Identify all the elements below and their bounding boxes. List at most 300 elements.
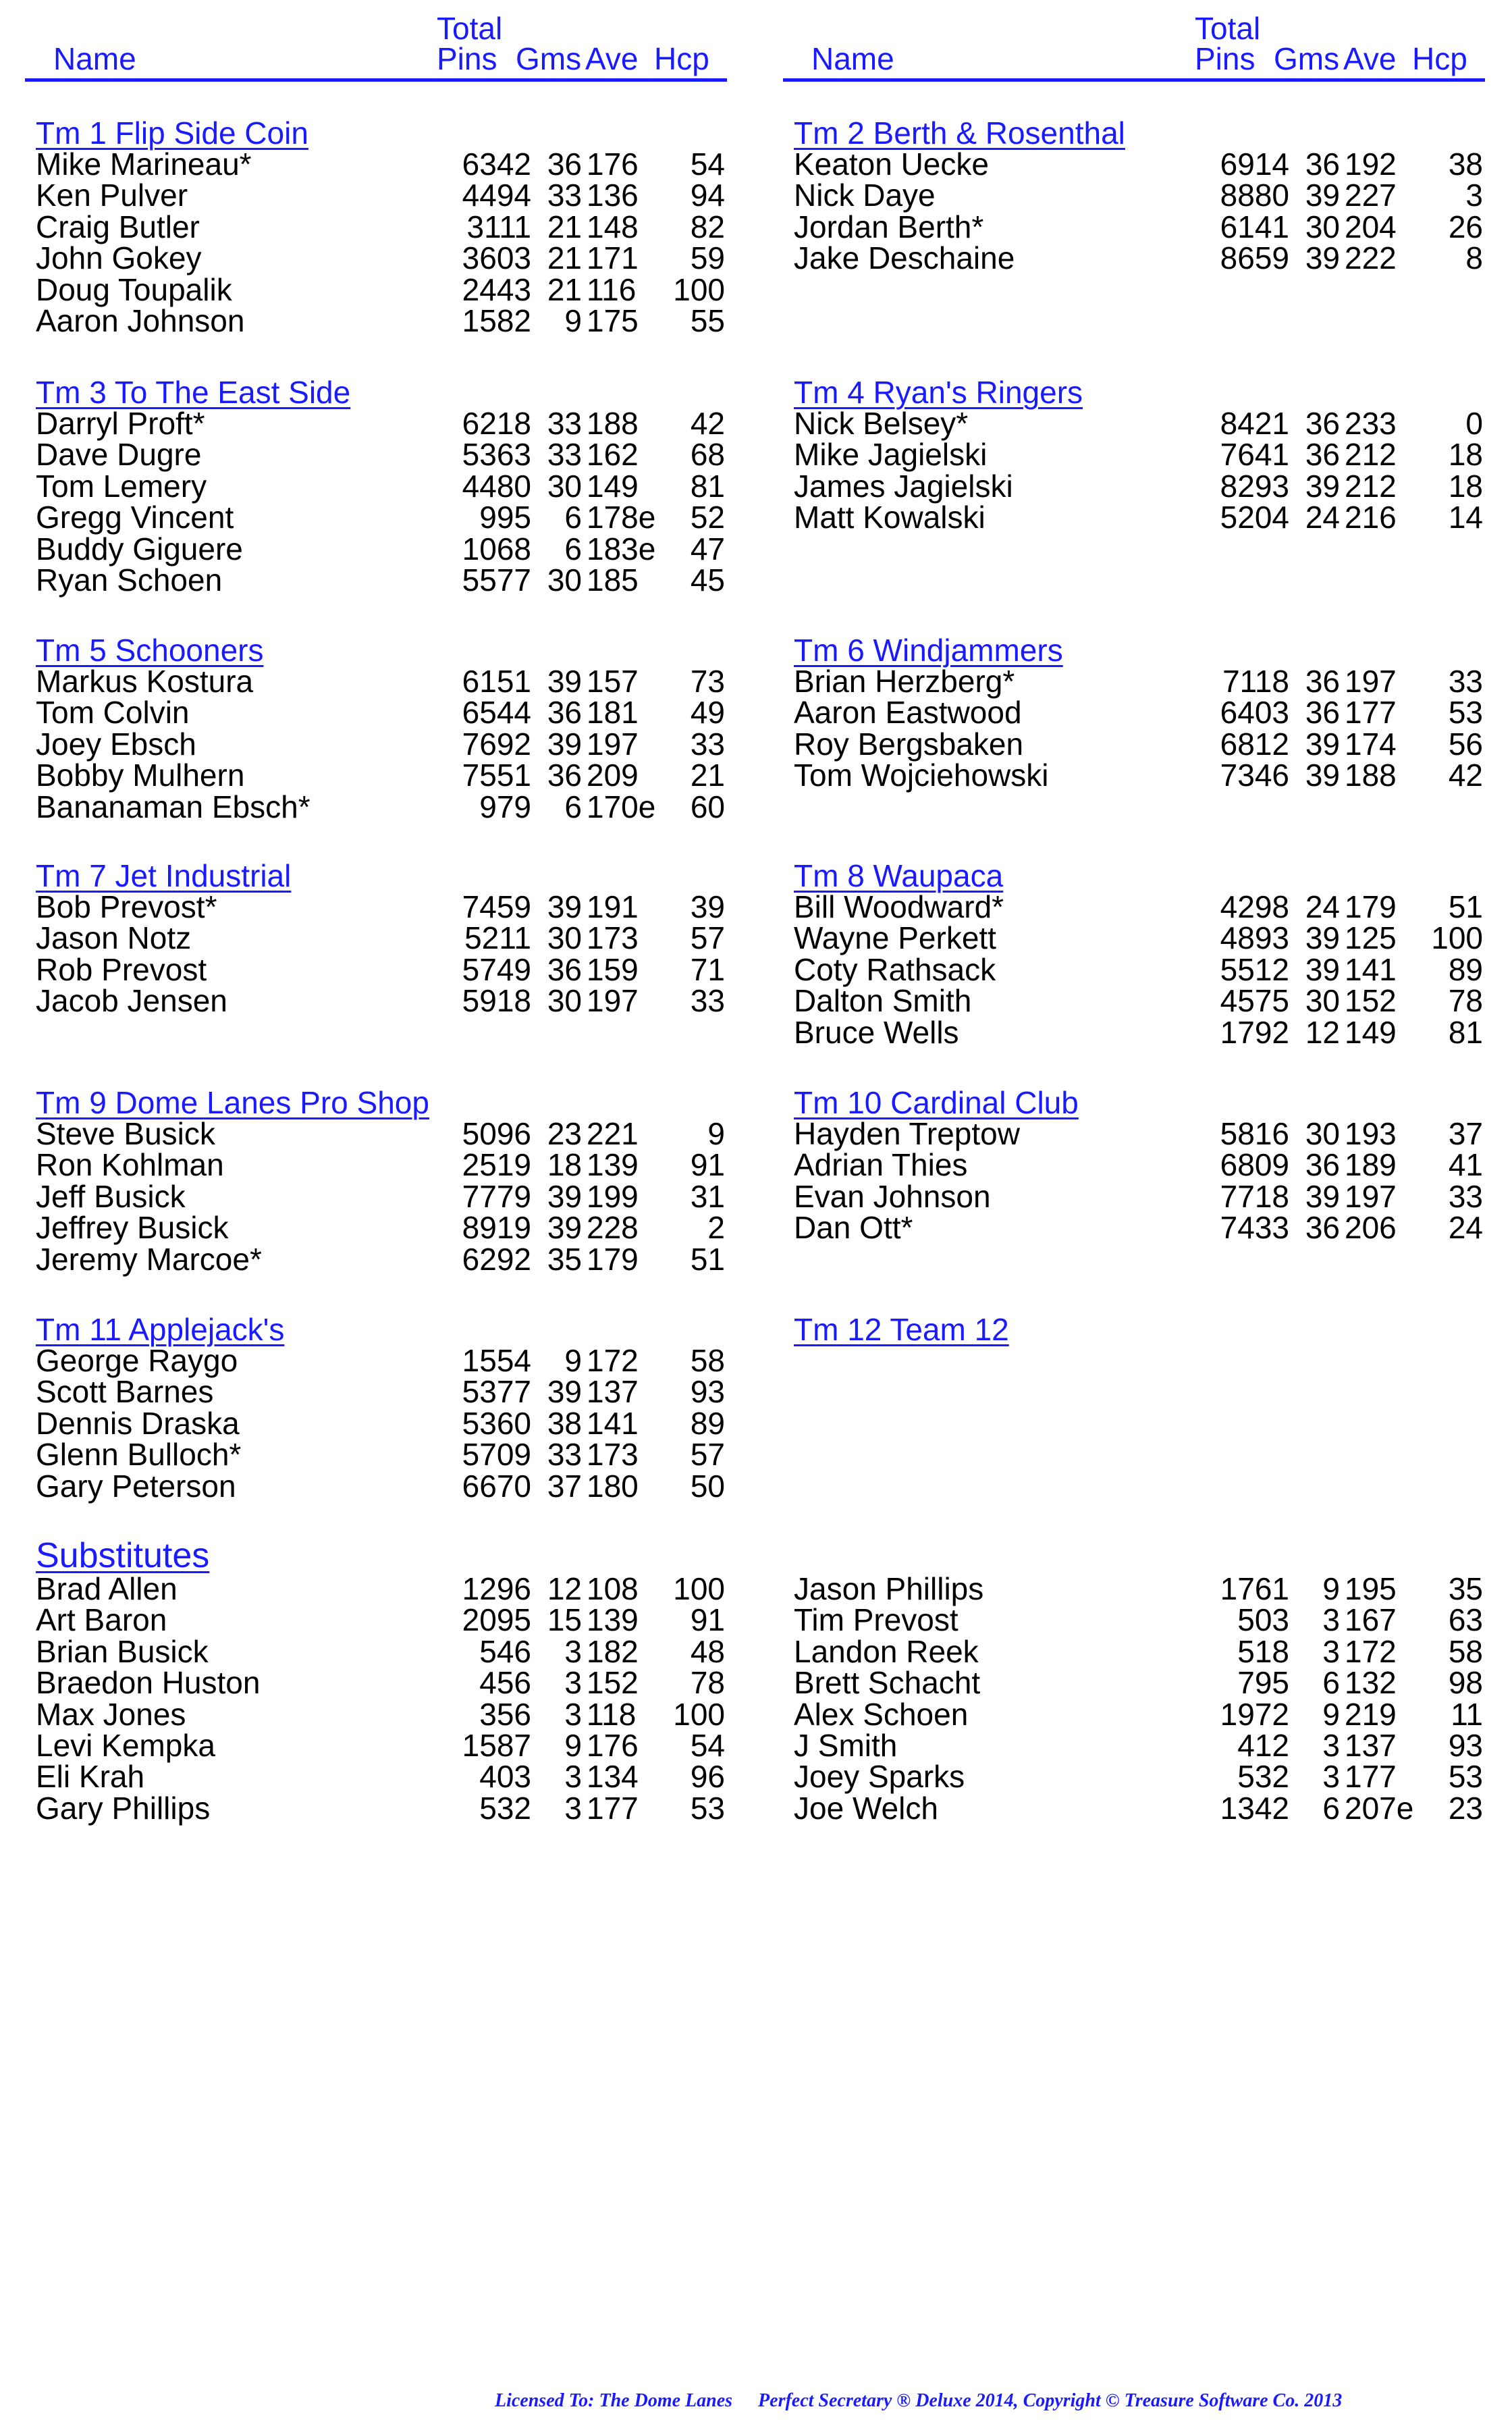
player-handicap: 78 xyxy=(1448,983,1483,1019)
player-handicap: 60 xyxy=(690,789,725,824)
player-handicap: 2 xyxy=(707,1210,725,1246)
player-average: 159 xyxy=(587,951,639,987)
team-title[interactable]: Tm 9 Dome Lanes Pro Shop xyxy=(36,1085,429,1120)
player-name: Ron Kohlman xyxy=(36,1147,224,1183)
player-games: 30 xyxy=(1305,983,1340,1019)
player-average: 180 xyxy=(587,1468,639,1504)
player-name: Markus Kostura xyxy=(36,664,254,699)
player-row xyxy=(25,1437,727,1473)
player-average: 171 xyxy=(587,240,639,276)
substitutes-title[interactable]: Substitutes xyxy=(36,1536,210,1575)
player-pins: 7718 xyxy=(1220,1178,1289,1214)
player-row xyxy=(25,149,727,180)
player-games: 39 xyxy=(1305,951,1340,987)
player-games: 23 xyxy=(547,1116,582,1151)
player-rows xyxy=(783,149,1485,274)
player-average: 188 xyxy=(587,406,639,441)
player-games: 33 xyxy=(547,406,582,441)
player-row xyxy=(25,180,727,211)
player-pins: 3111 xyxy=(466,209,531,244)
player-handicap: 42 xyxy=(690,406,725,441)
player-pins: 4893 xyxy=(1220,920,1289,956)
player-name: Craig Butler xyxy=(36,209,200,244)
player-name: Roy Bergsbaken xyxy=(794,726,1024,762)
team-title[interactable]: Tm 3 To The East Side xyxy=(36,375,351,410)
player-name: Bananaman Ebsch* xyxy=(36,789,310,824)
player-games: 36 xyxy=(547,758,582,793)
player-row xyxy=(25,271,727,307)
player-row xyxy=(25,1178,727,1214)
team-title[interactable]: Tm 1 Flip Side Coin xyxy=(36,115,308,151)
player-row xyxy=(783,1790,1485,1826)
player-average: 167 xyxy=(1345,1602,1397,1638)
player-name: Joey Sparks xyxy=(794,1759,965,1795)
team-title[interactable]: Tm 7 Jet Industrial xyxy=(36,858,292,893)
player-row xyxy=(25,695,727,731)
player-row xyxy=(783,1665,1485,1701)
player-games: 39 xyxy=(547,664,582,699)
player-games: 3 xyxy=(564,1790,582,1826)
player-pins: 995 xyxy=(479,500,531,535)
player-games: 9 xyxy=(1322,1696,1340,1732)
player-average: 173 xyxy=(587,920,639,956)
player-handicap: 47 xyxy=(690,531,725,566)
player-name: Evan Johnson xyxy=(794,1178,991,1214)
player-games: 30 xyxy=(547,562,582,598)
player-name: Buddy Giguere xyxy=(36,531,243,566)
player-average: 137 xyxy=(587,1374,639,1410)
player-games: 39 xyxy=(1305,1178,1340,1214)
player-handicap: 9 xyxy=(707,1116,725,1151)
player-handicap: 58 xyxy=(690,1343,725,1378)
player-row xyxy=(25,920,727,956)
player-average: 157 xyxy=(587,664,639,699)
player-average: 188 xyxy=(1345,758,1397,793)
player-pins: 5577 xyxy=(462,562,531,598)
player-name: Darryl Proft* xyxy=(36,406,205,441)
player-pins: 5096 xyxy=(462,1116,531,1151)
player-average: 212 xyxy=(1345,437,1397,473)
player-name: Joey Ebsch xyxy=(36,726,196,762)
player-row xyxy=(783,695,1485,731)
player-average: 177 xyxy=(587,1790,639,1826)
player-pins: 1342 xyxy=(1220,1790,1289,1826)
player-games: 36 xyxy=(1305,695,1340,731)
player-handicap: 93 xyxy=(690,1374,725,1410)
column-header xyxy=(783,11,1485,81)
player-name: Jordan Berth* xyxy=(794,209,984,244)
player-handicap: 24 xyxy=(1448,1210,1483,1246)
player-handicap: 56 xyxy=(1448,726,1483,762)
player-pins: 518 xyxy=(1237,1633,1289,1669)
player-pins: 7641 xyxy=(1220,437,1289,473)
player-pins: 532 xyxy=(479,1790,531,1826)
player-pins: 2519 xyxy=(462,1147,531,1183)
hcp-header: Hcp xyxy=(1412,41,1467,76)
player-games: 21 xyxy=(547,240,582,276)
player-handicap: 33 xyxy=(690,726,725,762)
player-name: Rob Prevost xyxy=(36,951,207,987)
player-pins: 4298 xyxy=(1220,889,1289,924)
player-handicap: 53 xyxy=(1448,1759,1483,1795)
player-name: Dave Dugre xyxy=(36,437,202,473)
player-row xyxy=(25,1573,727,1604)
player-games: 38 xyxy=(547,1405,582,1441)
team-title[interactable]: Tm 2 Berth & Rosenthal xyxy=(794,115,1125,151)
player-row xyxy=(783,1633,1485,1669)
player-row xyxy=(783,408,1485,439)
player-pins: 1972 xyxy=(1220,1696,1289,1732)
player-average: 162 xyxy=(587,437,639,473)
player-pins: 5918 xyxy=(462,983,531,1019)
player-row xyxy=(25,1602,727,1638)
player-name: Dalton Smith xyxy=(794,983,972,1019)
player-name: Scott Barnes xyxy=(36,1374,214,1410)
copyright-text: Perfect Secretary ® Deluxe 2014, Copyright © Treasure Software Co. 2013 xyxy=(758,2390,1343,2411)
player-name: Jake Deschaine xyxy=(794,240,1015,276)
player-games: 9 xyxy=(564,1727,582,1763)
player-pins: 4480 xyxy=(462,468,531,504)
player-name: Levi Kempka xyxy=(36,1727,215,1763)
player-row xyxy=(783,180,1485,211)
player-handicap: 49 xyxy=(690,695,725,731)
player-name: Joe Welch xyxy=(794,1790,938,1826)
player-games: 3 xyxy=(1322,1727,1340,1763)
player-games: 39 xyxy=(547,1210,582,1246)
player-games: 6 xyxy=(564,531,582,566)
player-name: Eli Krah xyxy=(36,1759,145,1795)
player-average: 222 xyxy=(1345,240,1397,276)
player-average: 175 xyxy=(587,302,639,338)
player-handicap: 26 xyxy=(1448,209,1483,244)
player-pins: 546 xyxy=(479,1633,531,1669)
player-handicap: 93 xyxy=(1448,1727,1483,1763)
player-games: 33 xyxy=(547,437,582,473)
player-handicap: 48 xyxy=(690,1633,725,1669)
left-column xyxy=(25,11,727,1826)
column-header xyxy=(25,11,727,81)
player-games: 3 xyxy=(564,1665,582,1701)
player-row xyxy=(783,1696,1485,1732)
player-name: Bob Prevost* xyxy=(36,889,217,924)
player-average: 191 xyxy=(587,889,639,924)
player-pins: 5816 xyxy=(1220,1116,1289,1151)
player-games: 33 xyxy=(547,178,582,213)
team-title[interactable]: Tm 6 Windjammers xyxy=(794,633,1063,668)
player-pins: 6342 xyxy=(462,147,531,182)
player-average: 136 xyxy=(587,178,639,213)
player-games: 21 xyxy=(547,209,582,244)
player-games: 9 xyxy=(564,302,582,338)
player-name: Dan Ott* xyxy=(794,1210,913,1246)
player-handicap: 39 xyxy=(690,889,725,924)
player-average: 233 xyxy=(1345,406,1397,441)
player-games: 36 xyxy=(547,951,582,987)
player-average: 193 xyxy=(1345,1116,1397,1151)
player-name: Nick Belsey* xyxy=(794,406,969,441)
player-row xyxy=(783,211,1485,242)
player-handicap: 81 xyxy=(1448,1014,1483,1050)
player-pins: 6292 xyxy=(462,1241,531,1277)
player-pins: 456 xyxy=(479,1665,531,1701)
player-handicap: 94 xyxy=(690,178,725,213)
player-pins: 7433 xyxy=(1220,1210,1289,1246)
player-average: 141 xyxy=(587,1405,639,1441)
player-name: Gregg Vincent xyxy=(36,500,234,535)
player-handicap: 57 xyxy=(690,920,725,956)
player-row xyxy=(25,468,727,504)
player-handicap: 54 xyxy=(690,147,725,182)
team-title[interactable]: Tm 4 Ryan's Ringers xyxy=(794,375,1083,410)
player-average: 152 xyxy=(1345,983,1397,1019)
player-row xyxy=(25,1468,727,1504)
player-average: 182 xyxy=(587,1633,639,1669)
player-handicap: 18 xyxy=(1448,468,1483,504)
player-games: 3 xyxy=(564,1696,582,1732)
player-name: Jason Phillips xyxy=(794,1571,984,1606)
header-rule xyxy=(783,78,1485,82)
player-row xyxy=(25,211,727,242)
team-title[interactable]: Tm 11 Applejack's xyxy=(36,1312,285,1347)
player-average: 132 xyxy=(1345,1665,1397,1701)
player-games: 30 xyxy=(1305,1116,1340,1151)
player-row xyxy=(25,951,727,987)
player-games: 3 xyxy=(564,1759,582,1795)
player-pins: 1068 xyxy=(462,531,531,566)
player-games: 18 xyxy=(547,1147,582,1183)
player-row xyxy=(783,1727,1485,1763)
player-name: Bill Woodward* xyxy=(794,889,1004,924)
player-games: 3 xyxy=(1322,1602,1340,1638)
player-average: 176 xyxy=(587,1727,639,1763)
player-average: 199 xyxy=(587,1178,639,1214)
player-row xyxy=(25,1241,727,1277)
player-name: Gary Phillips xyxy=(36,1790,211,1826)
player-row xyxy=(783,891,1485,922)
player-games: 6 xyxy=(1322,1665,1340,1701)
team-title[interactable]: Tm 12 Team 12 xyxy=(794,1312,1009,1347)
player-pins: 2443 xyxy=(462,271,531,307)
player-average: 179 xyxy=(587,1241,639,1277)
player-row xyxy=(25,1727,727,1763)
player-name: Glenn Bulloch* xyxy=(36,1437,242,1473)
player-rows xyxy=(783,408,1485,533)
player-pins: 6809 xyxy=(1220,1147,1289,1183)
name-header: Name xyxy=(811,41,894,76)
player-handicap: 37 xyxy=(1448,1116,1483,1151)
player-pins: 5360 xyxy=(462,1405,531,1441)
player-pins: 5363 xyxy=(462,437,531,473)
player-pins: 2095 xyxy=(462,1602,531,1638)
player-row xyxy=(25,564,727,596)
player-name: Adrian Thies xyxy=(794,1147,968,1183)
player-handicap: 11 xyxy=(1451,1696,1483,1732)
player-pins: 6151 xyxy=(462,664,531,699)
player-row xyxy=(783,502,1485,533)
player-average: 172 xyxy=(587,1343,639,1378)
player-row xyxy=(783,726,1485,762)
player-pins: 5204 xyxy=(1220,500,1289,535)
player-average: 227 xyxy=(1345,178,1397,213)
player-games: 3 xyxy=(564,1633,582,1669)
player-games: 30 xyxy=(547,983,582,1019)
player-games: 12 xyxy=(547,1571,582,1606)
player-rows xyxy=(25,891,727,1017)
player-row xyxy=(783,149,1485,180)
team-title[interactable]: Tm 5 Schooners xyxy=(36,633,264,668)
player-pins: 979 xyxy=(479,789,531,824)
player-name: Bobby Mulhern xyxy=(36,758,245,793)
player-name: Gary Peterson xyxy=(36,1468,236,1504)
player-pins: 1792 xyxy=(1220,1014,1289,1050)
player-games: 12 xyxy=(1305,1014,1340,1050)
player-rows xyxy=(25,666,727,822)
footer xyxy=(495,2390,1342,2412)
player-handicap: 53 xyxy=(1448,695,1483,731)
player-row xyxy=(25,408,727,439)
player-games: 21 xyxy=(547,271,582,307)
player-handicap: 14 xyxy=(1448,500,1483,535)
player-average: 183e xyxy=(587,531,656,566)
player-row xyxy=(25,1790,727,1826)
player-average: 228 xyxy=(587,1210,639,1246)
player-pins: 7779 xyxy=(462,1178,531,1214)
player-games: 9 xyxy=(1322,1571,1340,1606)
player-average: 197 xyxy=(587,983,639,1019)
player-row xyxy=(783,1118,1485,1149)
player-rows xyxy=(25,1345,727,1502)
player-average: 197 xyxy=(1345,1178,1397,1214)
player-games: 30 xyxy=(547,468,582,504)
name-header: Name xyxy=(53,41,136,76)
player-games: 39 xyxy=(1305,920,1340,956)
pins-header: Pins xyxy=(437,41,497,76)
player-handicap: 52 xyxy=(690,500,725,535)
player-average: 148 xyxy=(587,209,639,244)
player-name: Jacob Jensen xyxy=(36,983,227,1019)
player-name: Ryan Schoen xyxy=(36,562,223,598)
player-name: Mike Jagielski xyxy=(794,437,988,473)
player-row xyxy=(25,1759,727,1795)
player-average: 152 xyxy=(587,1665,639,1701)
player-row xyxy=(25,240,727,276)
player-games: 24 xyxy=(1305,889,1340,924)
player-pins: 8919 xyxy=(462,1210,531,1246)
player-average: 118 xyxy=(587,1696,637,1732)
player-average: 173 xyxy=(587,1437,639,1473)
player-row xyxy=(783,1178,1485,1214)
player-name: Jeff Busick xyxy=(36,1178,186,1214)
player-handicap: 42 xyxy=(1448,758,1483,793)
player-row xyxy=(25,791,727,822)
player-games: 39 xyxy=(1305,726,1340,762)
player-handicap: 68 xyxy=(690,437,725,473)
player-rows xyxy=(25,408,727,596)
player-row xyxy=(783,920,1485,956)
player-rows xyxy=(783,891,1485,1048)
header-rule xyxy=(25,78,727,82)
team-title[interactable]: Tm 8 Waupaca xyxy=(794,858,1004,893)
player-games: 36 xyxy=(1305,1210,1340,1246)
player-games: 36 xyxy=(1305,1147,1340,1183)
right-column xyxy=(783,11,1485,1826)
player-average: 149 xyxy=(587,468,639,504)
player-pins: 403 xyxy=(479,1759,531,1795)
gms-header: Gms xyxy=(516,41,582,76)
player-average: 177 xyxy=(1345,695,1397,731)
player-average: 212 xyxy=(1345,468,1397,504)
player-pins: 6914 xyxy=(1220,147,1289,182)
pins-header: Pins xyxy=(1195,41,1256,76)
player-pins: 1582 xyxy=(462,302,531,338)
player-handicap: 91 xyxy=(690,1602,725,1638)
player-games: 39 xyxy=(547,726,582,762)
player-handicap: 21 xyxy=(690,758,725,793)
player-handicap: 100 xyxy=(673,1571,725,1606)
player-row xyxy=(783,468,1485,504)
player-games: 6 xyxy=(1322,1790,1340,1826)
player-row xyxy=(25,1665,727,1701)
player-handicap: 45 xyxy=(690,562,725,598)
player-handicap: 89 xyxy=(1448,951,1483,987)
player-games: 39 xyxy=(1305,758,1340,793)
player-pins: 7551 xyxy=(462,758,531,793)
player-row xyxy=(25,302,727,338)
player-pins: 5377 xyxy=(462,1374,531,1410)
player-rows xyxy=(783,666,1485,791)
player-games: 39 xyxy=(1305,468,1340,504)
player-row xyxy=(25,1147,727,1183)
player-average: 207e xyxy=(1345,1790,1414,1826)
player-handicap: 78 xyxy=(690,1665,725,1701)
player-handicap: 23 xyxy=(1448,1790,1483,1826)
player-handicap: 82 xyxy=(690,209,725,244)
player-name: Doug Toupalik xyxy=(36,271,232,307)
player-name: Wayne Perkett xyxy=(794,920,996,956)
player-pins: 795 xyxy=(1237,1665,1289,1701)
player-row xyxy=(25,760,727,791)
player-pins: 6670 xyxy=(462,1468,531,1504)
player-average: 197 xyxy=(1345,664,1397,699)
player-name: James Jagielski xyxy=(794,468,1013,504)
player-name: Braedon Huston xyxy=(36,1665,261,1701)
player-handicap: 51 xyxy=(690,1241,725,1277)
player-games: 6 xyxy=(564,789,582,824)
player-row xyxy=(783,1602,1485,1638)
player-pins: 6544 xyxy=(462,695,531,731)
player-name: Matt Kowalski xyxy=(794,500,986,535)
player-average: 197 xyxy=(587,726,639,762)
player-average: 192 xyxy=(1345,147,1397,182)
player-handicap: 35 xyxy=(1448,1571,1483,1606)
team-title[interactable]: Tm 10 Cardinal Club xyxy=(794,1085,1079,1120)
player-pins: 532 xyxy=(1237,1759,1289,1795)
player-games: 3 xyxy=(1322,1759,1340,1795)
player-row xyxy=(783,760,1485,791)
player-average: 206 xyxy=(1345,1210,1397,1246)
player-row xyxy=(25,437,727,473)
player-pins: 5211 xyxy=(464,920,531,956)
player-name: Alex Schoen xyxy=(794,1696,969,1732)
player-row xyxy=(25,533,727,564)
player-row xyxy=(25,983,727,1019)
player-name: John Gokey xyxy=(36,240,202,276)
player-handicap: 33 xyxy=(690,983,725,1019)
player-handicap: 41 xyxy=(1448,1147,1483,1183)
player-handicap: 3 xyxy=(1465,178,1483,213)
player-average: 221 xyxy=(587,1116,639,1151)
player-row xyxy=(783,1210,1485,1246)
